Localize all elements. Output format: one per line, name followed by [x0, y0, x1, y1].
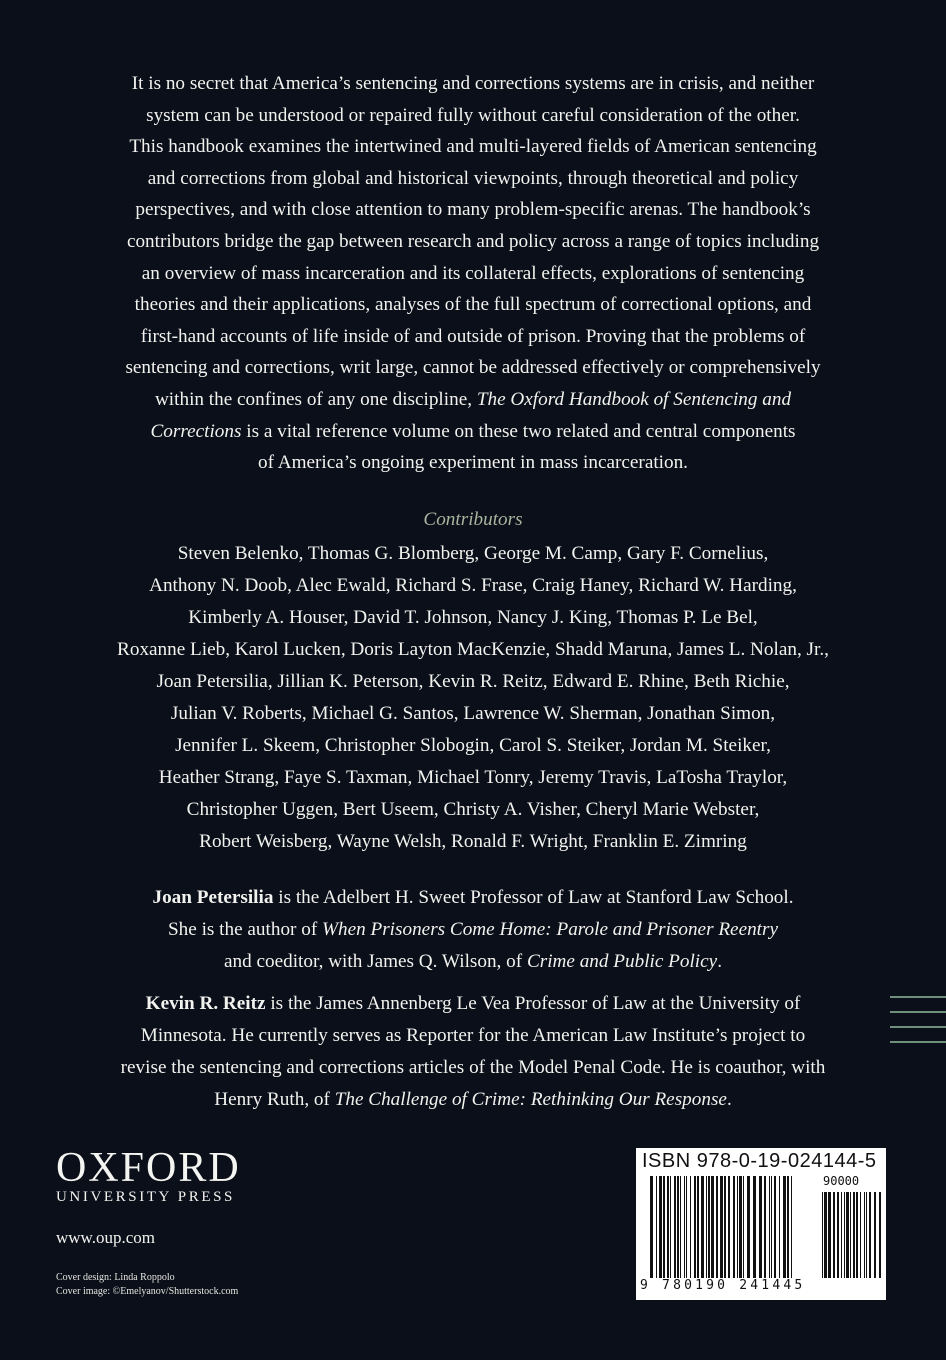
barcode-bar [874, 1192, 876, 1278]
barcode-bar [706, 1176, 707, 1278]
blurb-line: of America’s ongoing experiment in mass incarceration. [258, 452, 688, 474]
blurb-line: It is no secret that America’s sentencing and corrections systems are in crisis, and neither [131, 73, 815, 94]
book-title: Corrections [150, 420, 242, 442]
blurb-line [56, 384, 890, 416]
book-title: When Prisoners Come Home: Parole and Prisoner Reentry [322, 919, 778, 940]
barcode-bar [724, 1176, 726, 1278]
bio-text: . [726, 1089, 732, 1110]
contributors-line: Kimberly A. Houser, David T. Johnson, Nancy J. King, Thomas P. Le Bel, [188, 607, 758, 628]
bio-text: is the Adelbert H. Sweet Professor of Law at Stanford Law School. [278, 887, 794, 908]
contributors-line: Julian V. Roberts, Michael G. Santos, Lawrence W. Sherman, Jonathan Simon, [170, 703, 776, 724]
blurb-line: This handbook examines the intertwined and multi-layered fields of American sentencing [129, 136, 817, 158]
barcode-bar [864, 1192, 865, 1278]
blurb-line [56, 416, 890, 448]
blurb-text: within the confines of any one discipline, [154, 388, 473, 410]
barcode-bar [728, 1176, 730, 1278]
barcode-bar [733, 1176, 735, 1278]
barcode-bar [659, 1176, 662, 1278]
barcode-bar [680, 1176, 681, 1278]
bio-line: Minnesota. He currently serves as Reporter for the American Law Institute’s project to [140, 1025, 806, 1046]
bio-line: revise the sentencing and corrections articles of the Model Penal Code. He is coauthor, with [120, 1057, 826, 1078]
barcode-bar [866, 1192, 867, 1278]
contributors-line: Roxanne Lieb, Karol Lucken, Doris Layton MacKenzie, Shadd Maruna, James L. Nolan, Jr., [117, 639, 829, 660]
barcode-bar [684, 1176, 685, 1278]
barcode-bar [787, 1176, 789, 1278]
contributors-line: Heather Strang, Faye S. Taxman, Michael Tonry, Jeremy Travis, LaTosha Traylor, [158, 767, 788, 788]
barcode-bar [708, 1176, 710, 1278]
barcode-bar [650, 1176, 653, 1278]
bio-text: She is the author of [168, 919, 318, 940]
editor-bio-reitz [56, 988, 890, 1116]
isbn-number: ISBN 978-0-19-024144-5 [642, 1150, 877, 1172]
barcode-bar [860, 1192, 861, 1278]
editor-name: Kevin R. Reitz [145, 993, 266, 1014]
barcode-bar [783, 1176, 786, 1278]
barcode-bar [694, 1176, 696, 1278]
barcode-bar [701, 1176, 704, 1278]
barcode-bar [697, 1176, 699, 1278]
barcode-bar [711, 1176, 714, 1278]
barcode-digits: 9 780190 241445 [640, 1278, 806, 1293]
barcode-bar [656, 1176, 657, 1278]
bio-line [56, 882, 890, 914]
bio-line [56, 914, 890, 946]
editor-name: Joan Petersilia [152, 887, 274, 908]
barcode-bar [856, 1192, 858, 1278]
barcode-bar [663, 1176, 665, 1278]
barcode-bar [779, 1176, 780, 1278]
barcode-bar [853, 1192, 855, 1278]
blurb-line: contributors bridge the gap between research and policy across a range of topics including [126, 230, 820, 252]
bio-line [56, 946, 890, 978]
bio-line [56, 1084, 890, 1116]
barcode-bar [764, 1176, 766, 1278]
contributors-line: Anthony N. Doob, Alec Ewald, Richard S. Frase, Craig Haney, Richard W. Harding, [149, 575, 797, 596]
barcode-bar [833, 1192, 835, 1278]
barcode-bar [837, 1192, 839, 1278]
barcode-bar [841, 1192, 842, 1278]
bio-text: Henry Ruth, of [214, 1089, 330, 1110]
barcode-bar [824, 1192, 827, 1278]
blurb-text: is a vital reference volume on these two related and central components [246, 420, 796, 442]
book-title: The Oxford Handbook of Sentencing and [476, 388, 792, 410]
stripe [890, 1011, 946, 1013]
bio-text: and coeditor, with James Q. Wilson, of [224, 951, 523, 972]
barcode-bar [747, 1176, 750, 1278]
barcode-bar [844, 1192, 845, 1278]
barcode-bar [743, 1176, 744, 1278]
barcode-bar [846, 1192, 849, 1278]
cover-image-credit: Cover image: ©Emelyanov/Shutterstock.com [56, 1285, 239, 1297]
barcode-bar [716, 1176, 718, 1278]
blurb-line: an overview of mass incarceration and its collateral effects, explorations of sentencing [141, 262, 805, 284]
editor-bio-petersilia [56, 882, 890, 978]
publisher-wordmark: OXFORD [56, 1145, 241, 1191]
bio-line [56, 988, 890, 1020]
contributors-list [56, 538, 890, 858]
barcode-bar [791, 1176, 792, 1278]
blurb-line: and corrections from global and historical viewpoints, through theoretical and policy [147, 167, 799, 189]
barcode-bar [771, 1176, 772, 1278]
barcode-bar [667, 1176, 669, 1278]
book-title: The Challenge of Crime: Rethinking Our Response [334, 1089, 727, 1110]
stripe [890, 1041, 946, 1043]
blurb-line: theories and their applications, analyses of the full spectrum of correctional options, and [134, 294, 812, 316]
blurb-line: sentencing and corrections, writ large, cannot be addressed effectively or comprehensively [125, 357, 821, 379]
blurb-line: system can be understood or repaired fully without careful consideration of the other. [146, 104, 800, 126]
barcode-bar [828, 1192, 831, 1278]
contributors-line: Robert Weisberg, Wayne Welsh, Ronald F. Wright, Franklin E. Zimring [199, 831, 747, 852]
barcode-bar [850, 1192, 851, 1278]
barcode-bar [674, 1176, 676, 1278]
barcode-bar [753, 1176, 756, 1278]
book-title: Crime and Public Policy [526, 951, 718, 972]
description-blurb [56, 68, 890, 479]
bio-text: is the James Annenberg Le Vea Professor of Law at the University of [270, 993, 801, 1014]
blurb-line: first-hand accounts of life inside of and outside of prison. Proving that the problems of [140, 325, 806, 347]
publisher-logo [56, 1146, 256, 1206]
publisher-subtitle: UNIVERSITY PRESS [56, 1189, 235, 1205]
publisher-url[interactable]: www.oup.com [56, 1228, 155, 1247]
contributors-line: Joan Petersilia, Jillian K. Peterson, Kevin R. Reitz, Edward E. Rhine, Beth Richie, [156, 671, 790, 692]
cover-design-credit: Cover design: Linda Roppolo [56, 1272, 175, 1283]
isbn-barcode [636, 1148, 886, 1300]
barcode-bar [690, 1176, 691, 1278]
barcode-bar [686, 1176, 687, 1278]
cover-credits [56, 1271, 238, 1298]
barcode-bar [822, 1192, 823, 1278]
barcode-bar [774, 1176, 776, 1278]
barcode-bar [720, 1176, 723, 1278]
barcode-bar [737, 1176, 738, 1278]
contributors-heading: Contributors [423, 509, 523, 530]
barcode-bar [739, 1176, 742, 1278]
contributors-line: Christopher Uggen, Bert Useem, Christy A. Visher, Cheryl Marie Webster, [186, 799, 760, 820]
stripe [890, 1026, 946, 1028]
barcode-bar [869, 1192, 871, 1278]
contributors-line: Steven Belenko, Thomas G. Blomberg, George M. Camp, Gary F. Cornelius, [177, 543, 769, 564]
barcode-bar [670, 1176, 671, 1278]
price-code: 90000 [823, 1174, 860, 1188]
contributors-line: Jennifer L. Skeem, Christopher Slobogin, Carol S. Steiker, Jordan M. Steiker, [175, 735, 771, 756]
barcode-bar [759, 1176, 762, 1278]
stripe [890, 996, 946, 998]
barcode-bar [879, 1192, 881, 1278]
barcode-bar [769, 1176, 770, 1278]
blurb-line: perspectives, and with close attention to many problem-specific arenas. The handbook’s [135, 199, 811, 221]
bio-text: . [717, 951, 722, 972]
decorative-stripes [890, 996, 946, 1056]
barcode-bar [677, 1176, 679, 1278]
